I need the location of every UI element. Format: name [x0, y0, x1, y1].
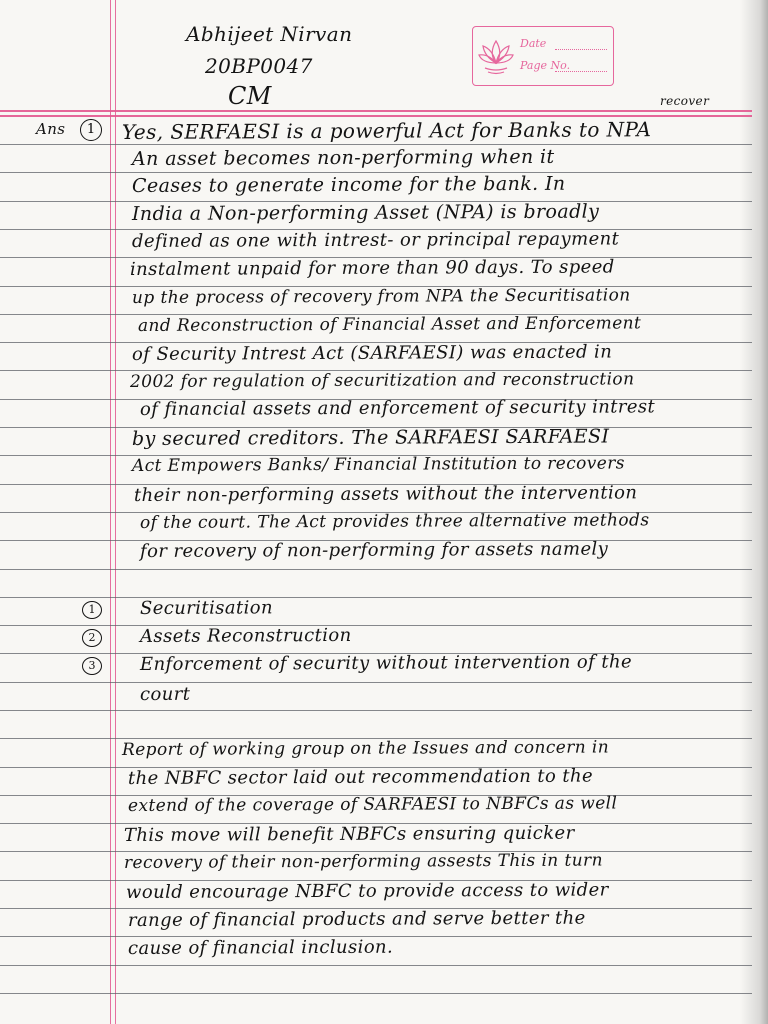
ruled-line	[0, 597, 752, 598]
method-number-1: 1	[82, 601, 102, 619]
answer-line-6: instalment unpaid for more than 90 days. To speed	[129, 256, 615, 280]
paragraph2-line-2: the NBFC sector laid out recommendation to the	[127, 765, 594, 789]
page-no-label: Page No.	[520, 59, 571, 72]
answer-line-16: for recovery of non-performing for assets namely	[139, 538, 609, 562]
date-dotted-line	[555, 49, 607, 50]
paragraph2-line-6: would encourage NBFC to provide access to wider	[125, 879, 609, 903]
answer-line-4: India a Non-performing Asset (NPA) is broadly	[131, 200, 600, 225]
method-item-2: Assets Reconstruction	[139, 624, 352, 647]
answer-line-12	[132, 426, 609, 450]
ruled-line	[0, 625, 752, 626]
roll-number: 20BP0047	[205, 54, 313, 78]
ruled-line	[0, 682, 752, 683]
ruled-line	[0, 144, 752, 145]
ruled-line	[0, 710, 752, 711]
method-item-3-continued: court	[139, 683, 191, 705]
answer-line-2: An asset becomes non-performing when it	[131, 145, 555, 170]
paragraph2-line-1: Report of working group on the Issues and concern in	[121, 737, 610, 760]
answer-line-11: of financial assets and enforcement of security intrest	[139, 396, 656, 420]
method-number-2: 2	[82, 629, 102, 647]
page-dotted-line	[555, 71, 607, 72]
answer-line-14: their non-performing assets without the intervention	[133, 482, 638, 506]
ruled-line	[0, 569, 752, 570]
paragraph2-line-5: recovery of their non-performing assests This in turn	[123, 850, 603, 873]
answer-line-8: and Reconstruction of Financial Asset and Enforcement	[137, 313, 642, 336]
subject-code: CM	[228, 82, 272, 110]
paragraph2-line-4: This move will benefit NBFCs ensuring quicker	[123, 822, 575, 846]
answer-line-9: of Security Intrest Act (SARFAESI) was enacted in	[131, 341, 613, 365]
lotus-logo-icon	[477, 33, 515, 77]
answer-label-text: Ans	[36, 120, 66, 138]
date-label: Date	[520, 37, 547, 50]
paragraph2-line-3: extend of the coverage of SARFAESI to NBFCs as well	[127, 793, 618, 816]
answer-line-13: Act Empowers Banks/ Financial Institution to recovers	[131, 453, 625, 476]
top-margin-line	[0, 110, 752, 112]
answer-line-1: Yes, SERFAESI is a powerful Act for Banks to NPA	[121, 117, 652, 144]
answer-line-12-text: by secured creditors. The SARFAESI SARFAESI	[131, 425, 610, 450]
paragraph2-line-8: cause of financial inclusion.	[127, 936, 394, 959]
ruled-line	[0, 993, 752, 994]
answer-label	[36, 120, 65, 138]
answer-line-3: Ceases to generate income for the bank. In	[131, 172, 566, 197]
answer-line-10: 2002 for regulation of securitization and reconstruction	[129, 369, 635, 392]
question-number-circle: 1	[80, 119, 102, 141]
date-page-box	[472, 26, 614, 86]
paragraph2-line-7: range of financial products and serve better the	[127, 907, 586, 931]
ruled-line	[0, 965, 752, 966]
insertion-above-text: recover	[660, 94, 710, 108]
answer-line-15: of the court. The Act provides three alternative methods	[139, 510, 650, 533]
method-number-3: 3	[82, 657, 102, 675]
method-item-1: Securitisation	[139, 597, 274, 619]
method-item-3: Enforcement of security without intervention of the	[139, 651, 633, 675]
answer-line-5: defined as one with intrest- or principal repayment	[131, 228, 620, 252]
answer-line-7: up the process of recovery from NPA the Securitisation	[131, 285, 631, 308]
student-name: Abhijeet Nirvan	[186, 22, 353, 46]
